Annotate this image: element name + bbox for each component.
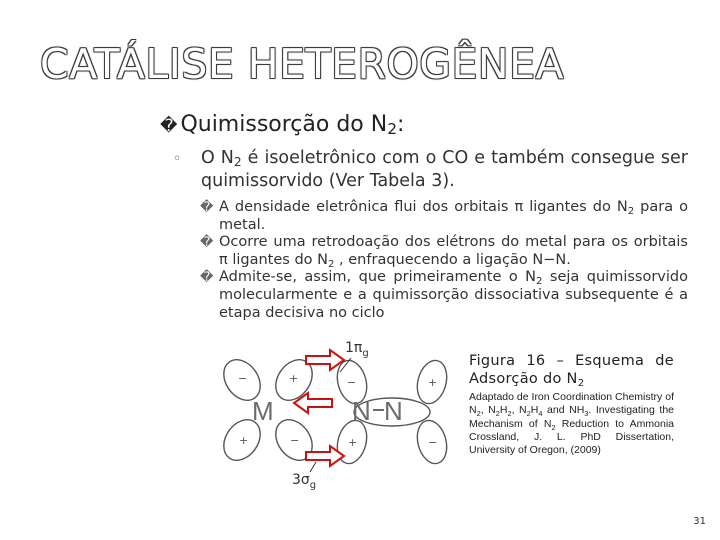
heading-text: Quimissorção do N [180,112,388,137]
point-subscript: 2 [233,155,242,169]
label-1pi-g: $1\pi_g$ [345,340,369,359]
sub-point-text: , enfraquecendo a ligação N−N. [334,251,571,268]
svg-text:+: + [348,436,358,449]
nitrogen-left-symbol: N [352,396,371,426]
heading-tail: : [397,112,405,137]
figure-source-text: Adaptado de Iron Coordination Chemistry of $N_2$, $N_2H_2$, $N_2H_4$ and $NH_3$. Investigating the Mechanism of $N_2$ Reduction to Ammonia Crossland, J. L. PhD Dissertation, University of Oregon, (2009) [469,391,675,457]
figure-source [469,391,674,457]
page-number: 31 [693,516,706,527]
main-point-text [201,147,688,193]
svg-text:+: + [428,376,438,389]
svg-text:−: − [347,376,357,389]
sub-point-item [200,234,688,269]
orbital-diagram [212,330,474,505]
square-bullet-icon: � [160,116,178,136]
point-text-a: O N [201,148,234,168]
svg-text:−: − [428,436,438,449]
sub-point-text: para o metal. [219,199,688,233]
sub-point-list [200,199,688,337]
square-bullet-icon: � [200,235,214,251]
sub-point-text: A densidade eletrônica flui dos orbitais π ligantes do N [219,199,628,215]
sub-point-item [200,199,688,234]
heading-bullet-point [160,112,404,137]
sub-point-subscript: 2 [536,276,543,288]
figure-caption-text: Figura 16 – Esquema de Adsorção do N [469,353,674,387]
sub-point-subscript: 2 [327,258,335,270]
sub-point-subscript: 2 [627,206,635,217]
svg-text:+: + [289,372,299,385]
label-3sigma-g: $3\sigma_g$ [292,472,317,491]
slide-title: CATÁLISE HETEROGÊNEA [40,40,565,88]
main-point [173,147,688,193]
sub-point-text: Ocorre uma retrodoação dos elétrons do metal para os orbitais π ligantes do N [219,234,688,268]
figure-caption-subscript: 2 [577,378,585,389]
donation-arrow-right [306,350,344,370]
sub-point-text: seja quimissorvido molecularmente e a quimissorção dissociativa subsequente é a etapa decisiva no ciclo [219,269,688,321]
donation-arrows [294,350,344,466]
square-bullet-icon: � [200,270,214,286]
orbital-diagram-svg [212,330,474,505]
label-leader-line [310,462,316,472]
square-bullet-icon: � [200,200,214,215]
point-text-b: é isoeletrônico com o CO e também consegue ser quimissorvido (Ver Tabela 3). [201,148,688,191]
sub-point-item [200,269,688,322]
metal-symbol: M [252,396,274,426]
nitrogen-right-symbol: N [384,396,403,426]
svg-text:−: − [238,372,248,385]
figure-caption [469,352,674,388]
svg-text:+: + [239,434,249,447]
sub-point-text: Admite-se, assim, que primeiramente o N [219,269,537,286]
ring-bullet-icon: ◦ [173,151,182,167]
svg-text:−: − [290,434,300,447]
heading-subscript: 2 [387,120,397,138]
